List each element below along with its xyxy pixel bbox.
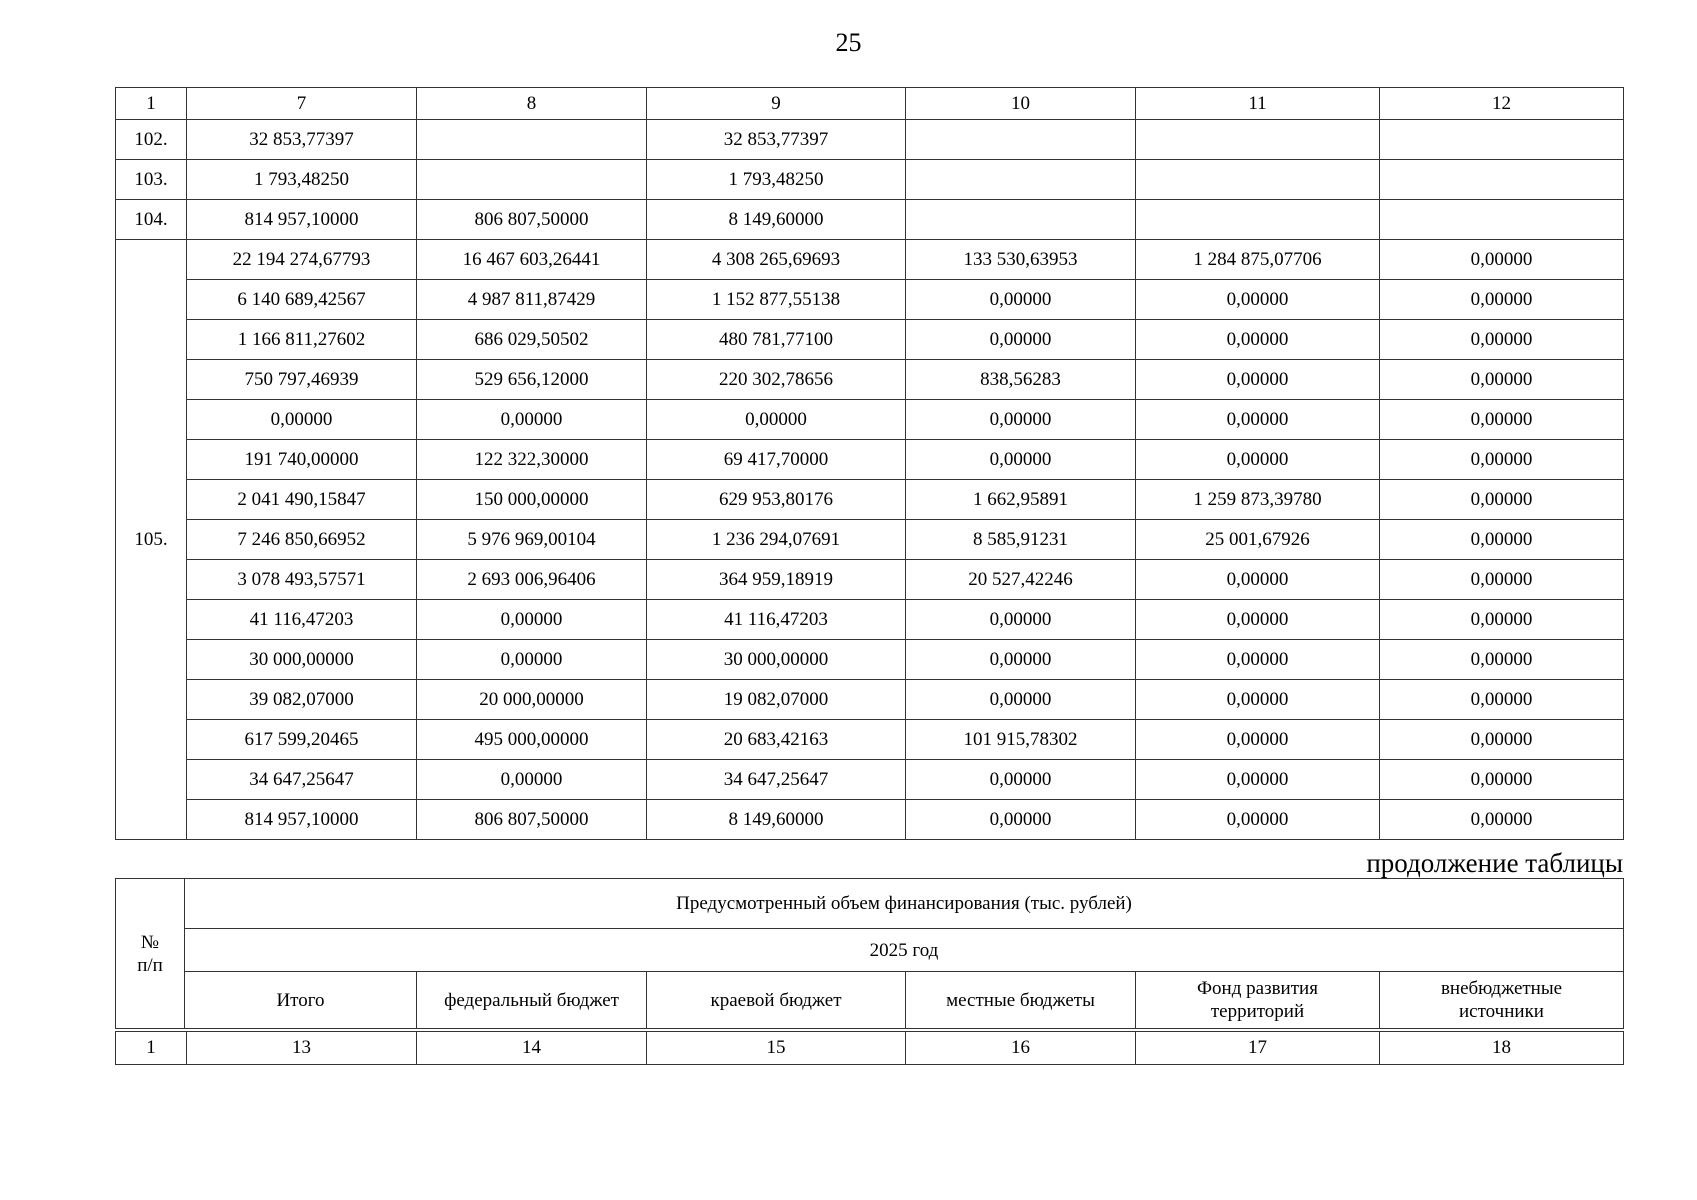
column-number-header: 18 (1380, 1032, 1624, 1065)
value-cell (1380, 120, 1624, 160)
column-number-header: 13 (187, 1032, 417, 1065)
funding-table (115, 87, 1624, 840)
continuation-label: продолжение таблицы (1366, 848, 1623, 878)
value-cell: 0,00000 (1136, 360, 1380, 400)
value-cell: 0,00000 (1380, 800, 1624, 840)
value-cell: 495 000,00000 (417, 720, 647, 760)
value-cell: 838,56283 (906, 360, 1136, 400)
value-cell: 0,00000 (1136, 760, 1380, 800)
value-cell: 39 082,07000 (187, 680, 417, 720)
value-cell: 133 530,63953 (906, 240, 1136, 280)
column-number-header: 14 (417, 1032, 647, 1065)
value-cell: 41 116,47203 (187, 600, 417, 640)
table-row (116, 360, 1624, 400)
value-cell: 101 915,78302 (906, 720, 1136, 760)
value-cell: 0,00000 (417, 760, 647, 800)
table-row (116, 160, 1624, 200)
value-cell (1380, 160, 1624, 200)
value-cell: 25 001,67926 (1136, 520, 1380, 560)
table-row (116, 760, 1624, 800)
value-cell: 629 953,80176 (647, 480, 906, 520)
column-number-header: 11 (1136, 88, 1380, 120)
value-cell (417, 160, 647, 200)
value-cell: 0,00000 (1136, 640, 1380, 680)
value-cell: 0,00000 (1380, 440, 1624, 480)
table-row (116, 120, 1624, 160)
table-row (116, 440, 1624, 480)
value-cell: 617 599,20465 (187, 720, 417, 760)
value-cell: 30 000,00000 (187, 640, 417, 680)
financing-column-header: Фонд развития территорий (1136, 972, 1380, 1029)
value-cell: 69 417,70000 (647, 440, 906, 480)
table-row (116, 280, 1624, 320)
value-cell: 4 987 811,87429 (417, 280, 647, 320)
value-cell: 22 194 274,67793 (187, 240, 417, 280)
value-cell: 2 693 006,96406 (417, 560, 647, 600)
value-cell: 8 149,60000 (647, 800, 906, 840)
value-cell: 30 000,00000 (647, 640, 906, 680)
table-row (116, 720, 1624, 760)
value-cell: 0,00000 (417, 400, 647, 440)
value-cell: 0,00000 (906, 280, 1136, 320)
value-cell (906, 120, 1136, 160)
table-row (116, 680, 1624, 720)
value-cell: 34 647,25647 (187, 760, 417, 800)
row-number: 102. (116, 120, 187, 160)
value-cell: 220 302,78656 (647, 360, 906, 400)
value-cell (1136, 200, 1380, 240)
financing-column-header: краевой бюджет (647, 972, 906, 1029)
table-row (116, 640, 1624, 680)
value-cell: 806 807,50000 (417, 800, 647, 840)
column-number-header: 8 (417, 88, 647, 120)
financing-column-header: Итого (185, 972, 417, 1029)
value-cell: 806 807,50000 (417, 200, 647, 240)
value-cell: 20 527,42246 (906, 560, 1136, 600)
value-cell: 750 797,46939 (187, 360, 417, 400)
value-cell (417, 120, 647, 160)
value-cell: 0,00000 (1380, 360, 1624, 400)
financing-column-header: внебюджетные источники (1380, 972, 1624, 1029)
value-cell: 1 152 877,55138 (647, 280, 906, 320)
continuation-header-table (115, 878, 1624, 1029)
year-header: 2025 год (185, 929, 1624, 972)
value-cell: 0,00000 (1136, 800, 1380, 840)
value-cell: 1 259 873,39780 (1136, 480, 1380, 520)
value-cell: 0,00000 (906, 400, 1136, 440)
value-cell: 0,00000 (1136, 600, 1380, 640)
column-number-header: 9 (647, 88, 906, 120)
value-cell: 814 957,10000 (187, 800, 417, 840)
table-row (116, 480, 1624, 520)
value-cell: 1 793,48250 (187, 160, 417, 200)
value-cell: 191 740,00000 (187, 440, 417, 480)
value-cell: 0,00000 (906, 800, 1136, 840)
value-cell: 0,00000 (1380, 600, 1624, 640)
value-cell: 0,00000 (906, 640, 1136, 680)
value-cell: 3 078 493,57571 (187, 560, 417, 600)
value-cell: 32 853,77397 (647, 120, 906, 160)
column-number-header: 16 (906, 1032, 1136, 1065)
value-cell: 1 236 294,07691 (647, 520, 906, 560)
financing-column-header: местные бюджеты (906, 972, 1136, 1029)
value-cell: 34 647,25647 (647, 760, 906, 800)
value-cell: 1 166 811,27602 (187, 320, 417, 360)
value-cell: 20 683,42163 (647, 720, 906, 760)
value-cell: 0,00000 (1380, 280, 1624, 320)
financing-column-header: федеральный бюджет (417, 972, 647, 1029)
row-number: 103. (116, 160, 187, 200)
value-cell: 0,00000 (187, 400, 417, 440)
row-number: 105. (116, 240, 187, 840)
table-row (116, 560, 1624, 600)
value-cell: 0,00000 (1380, 720, 1624, 760)
value-cell: 4 308 265,69693 (647, 240, 906, 280)
column-number-header: 17 (1136, 1032, 1380, 1065)
value-cell (906, 160, 1136, 200)
value-cell: 8 149,60000 (647, 200, 906, 240)
value-cell: 0,00000 (1136, 560, 1380, 600)
value-cell: 529 656,12000 (417, 360, 647, 400)
column-number-header: 1 (116, 1032, 187, 1065)
value-cell: 122 322,30000 (417, 440, 647, 480)
value-cell: 8 585,91231 (906, 520, 1136, 560)
value-cell: 0,00000 (1380, 320, 1624, 360)
value-cell: 0,00000 (906, 680, 1136, 720)
value-cell: 480 781,77100 (647, 320, 906, 360)
row-number: 104. (116, 200, 187, 240)
value-cell: 0,00000 (417, 640, 647, 680)
value-cell: 0,00000 (1380, 400, 1624, 440)
row-number-header: № п/п (116, 879, 185, 1029)
value-cell: 0,00000 (1136, 400, 1380, 440)
value-cell: 2 041 490,15847 (187, 480, 417, 520)
value-cell: 0,00000 (1380, 640, 1624, 680)
column-number-header: 10 (906, 88, 1136, 120)
value-cell: 41 116,47203 (647, 600, 906, 640)
value-cell: 0,00000 (1136, 680, 1380, 720)
column-number-header: 7 (187, 88, 417, 120)
value-cell: 0,00000 (906, 320, 1136, 360)
value-cell: 6 140 689,42567 (187, 280, 417, 320)
value-cell: 0,00000 (1380, 560, 1624, 600)
column-number-header: 15 (647, 1032, 906, 1065)
value-cell: 20 000,00000 (417, 680, 647, 720)
value-cell: 364 959,18919 (647, 560, 906, 600)
table-row (116, 400, 1624, 440)
column-number-header: 1 (116, 88, 187, 120)
table-row (116, 520, 1624, 560)
table-row (116, 600, 1624, 640)
value-cell: 1 793,48250 (647, 160, 906, 200)
value-cell (1380, 200, 1624, 240)
value-cell: 0,00000 (1136, 720, 1380, 760)
value-cell: 1 284 875,07706 (1136, 240, 1380, 280)
page-number: 25 (835, 28, 862, 57)
table-row (116, 800, 1624, 840)
value-cell: 0,00000 (1380, 240, 1624, 280)
value-cell: 0,00000 (1136, 440, 1380, 480)
value-cell: 0,00000 (1380, 680, 1624, 720)
value-cell (1136, 120, 1380, 160)
value-cell (1136, 160, 1380, 200)
value-cell: 0,00000 (1380, 520, 1624, 560)
column-number-header: 12 (1380, 88, 1624, 120)
value-cell: 814 957,10000 (187, 200, 417, 240)
table-row (116, 200, 1624, 240)
value-cell: 150 000,00000 (417, 480, 647, 520)
table-row (116, 320, 1624, 360)
value-cell: 5 976 969,00104 (417, 520, 647, 560)
value-cell: 32 853,77397 (187, 120, 417, 160)
financing-title: Предусмотренный объем финансирования (тыс. рублей) (185, 879, 1624, 929)
value-cell: 0,00000 (647, 400, 906, 440)
value-cell: 0,00000 (906, 760, 1136, 800)
value-cell: 7 246 850,66952 (187, 520, 417, 560)
value-cell (906, 200, 1136, 240)
value-cell: 1 662,95891 (906, 480, 1136, 520)
value-cell: 19 082,07000 (647, 680, 906, 720)
value-cell: 0,00000 (906, 440, 1136, 480)
value-cell: 0,00000 (1136, 320, 1380, 360)
column-numbering-table (115, 1031, 1624, 1065)
table-row (116, 240, 1624, 280)
value-cell: 686 029,50502 (417, 320, 647, 360)
value-cell: 0,00000 (417, 600, 647, 640)
value-cell: 0,00000 (906, 600, 1136, 640)
value-cell: 0,00000 (1136, 280, 1380, 320)
value-cell: 0,00000 (1380, 760, 1624, 800)
value-cell: 16 467 603,26441 (417, 240, 647, 280)
value-cell: 0,00000 (1380, 480, 1624, 520)
